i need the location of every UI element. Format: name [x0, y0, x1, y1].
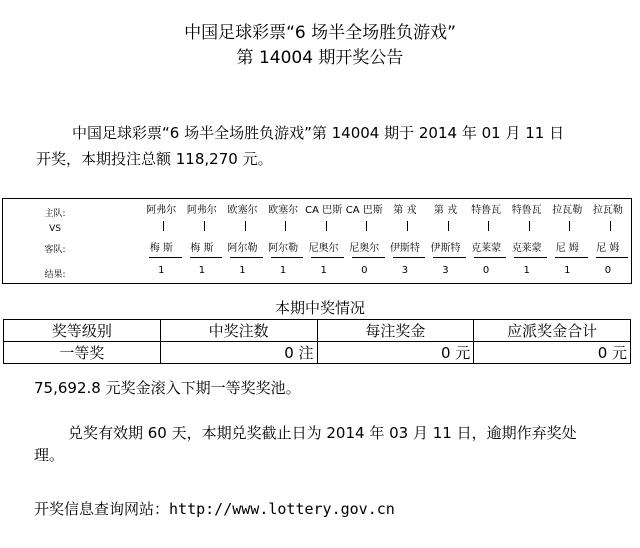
match-result: 3: [401, 265, 409, 276]
match-result: 1: [239, 265, 246, 276]
match-away-team: 梅 斯: [149, 243, 173, 254]
match-home-team: 欧塞尔: [268, 205, 299, 216]
issue-title: 第 14004 期开奖公告: [236, 48, 404, 68]
match-result: 1: [279, 265, 287, 276]
match-result: 0: [361, 265, 368, 276]
validity-text-line1: 兑奖有效期 60 天，本期兑奖截止日为 2014 年 03 月 11 日，逾期作弃奖处: [68, 424, 577, 442]
vs-divider: [488, 221, 489, 231]
team-separator-line: [230, 257, 263, 258]
team-separator-line: [555, 257, 588, 258]
prize-header-count: 中奖注数: [160, 320, 317, 342]
prize-total-cell: 0 元: [474, 342, 631, 364]
match-home-team: CA 巴斯: [345, 205, 383, 216]
match-away-team: 梅 斯: [190, 243, 214, 254]
match-away-team: 伊斯特: [389, 243, 420, 254]
team-separator-line: [311, 257, 344, 258]
match-result: 0: [482, 265, 490, 276]
match-result: 1: [320, 265, 327, 276]
vs-divider: [610, 221, 611, 231]
vs-divider: [204, 221, 205, 231]
prize-header-row: [4, 320, 631, 342]
prize-table: [3, 319, 631, 364]
team-separator-line: [190, 257, 223, 258]
team-separator-line: [433, 257, 466, 258]
rollover-text: 75,692.8 元奖金滚入下期一等奖奖池。: [34, 379, 301, 397]
vs-divider: [163, 221, 164, 231]
match-away-team: 伊斯特: [430, 243, 461, 254]
match-away-team: 尼奥尔: [308, 243, 339, 254]
match-result: 1: [564, 265, 571, 276]
prize-header-per-bet: 每注奖金: [317, 320, 474, 342]
match-result: 1: [158, 265, 165, 276]
match-home-team: 阿弗尔: [186, 205, 217, 216]
team-separator-line: [596, 257, 629, 258]
prize-section-title: 本期中奖情况: [274, 299, 365, 317]
team-separator-line: [514, 257, 547, 258]
match-away-team: 克莱蒙: [511, 243, 542, 254]
prize-header-level: 奖等级别: [4, 320, 161, 342]
team-separator-line: [352, 257, 385, 258]
vs-divider: [366, 221, 367, 231]
match-away-team: 尼奥尔: [349, 243, 380, 254]
vs-label: VS: [49, 224, 61, 234]
match-away-team: 尼 姆: [555, 243, 579, 254]
match-home-team: 特鲁瓦: [511, 205, 542, 216]
prize-header-total: 应派奖金合计: [474, 320, 631, 342]
match-away-team: 尼 姆: [596, 243, 620, 254]
intro-paragraph-line2: 开奖，本期投注总额 118,270 元。: [36, 150, 273, 168]
match-away-team: 阿尔勒: [268, 243, 299, 254]
team-separator-line: [149, 257, 182, 258]
vs-divider: [407, 221, 408, 231]
match-away-team: 克莱蒙: [471, 243, 502, 254]
result-label: 结果:: [44, 270, 66, 280]
match-home-team: 第 戎: [433, 205, 458, 216]
match-result: 1: [523, 265, 530, 276]
team-separator-line: [271, 257, 304, 258]
website-link[interactable]: http://www.lottery.gov.cn: [169, 500, 395, 518]
match-home-team: 阿弗尔: [146, 205, 177, 216]
vs-divider: [448, 221, 449, 231]
website-label: 开奖信息查询网站：: [34, 500, 170, 518]
match-home-team: 第 戎: [393, 205, 417, 216]
match-away-team: 阿尔勒: [227, 243, 258, 254]
team-separator-line: [393, 257, 426, 258]
vs-divider: [529, 221, 530, 231]
match-result: 0: [604, 265, 612, 276]
match-home-team: CA 巴斯: [305, 205, 343, 216]
match-result: 1: [198, 265, 206, 276]
validity-text-line2: 理。: [34, 446, 65, 464]
home-team-label: 主队:: [44, 209, 66, 219]
away-team-label: 客队:: [44, 245, 66, 255]
match-results-table: [2, 198, 632, 284]
vs-divider: [245, 221, 246, 231]
match-home-team: 拉瓦勒: [552, 205, 583, 216]
match-result: 3: [442, 265, 449, 276]
match-home-team: 欧塞尔: [227, 205, 258, 216]
match-home-team: 拉瓦勒: [592, 205, 623, 216]
website-line: [34, 497, 395, 521]
intro-paragraph-line1: 中国足球彩票“6 场半全场胜负游戏”第 14004 期于 2014 年 01 月 11 日: [72, 124, 565, 142]
table-row: [4, 342, 631, 364]
prize-count-cell: 0 注: [160, 342, 317, 364]
announcement-title: 中国足球彩票“6 场半全场胜负游戏”: [184, 23, 456, 43]
team-separator-line: [474, 257, 507, 258]
vs-divider: [569, 221, 570, 231]
vs-divider: [285, 221, 286, 231]
vs-divider: [326, 221, 327, 231]
prize-per-bet-cell: 0 元: [317, 342, 474, 364]
prize-level-cell: 一等奖: [4, 342, 161, 364]
match-home-team: 特鲁瓦: [471, 205, 502, 216]
